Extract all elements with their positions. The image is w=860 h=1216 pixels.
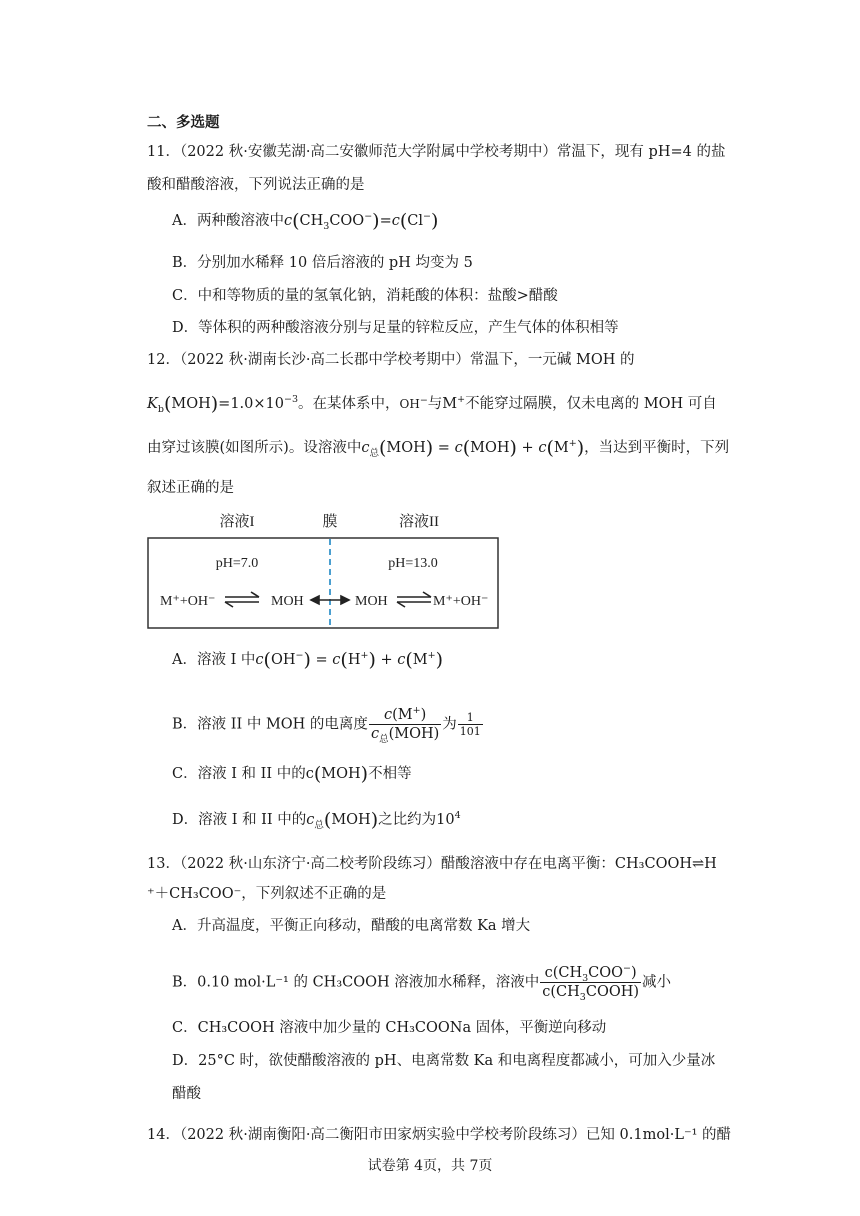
q12-option-a-text: A．溶液 I 中 <box>172 652 256 668</box>
q12-option-c: C．溶液 I 和 II 中的c(MOH)不相等 <box>172 763 412 785</box>
q12-stem-line4: 叙述正确的是 <box>147 480 234 496</box>
q13-option-b-tail: 减小 <box>642 974 672 991</box>
q12-stem-line2-b: 与 <box>427 396 443 412</box>
q11-option-b: B．分别加水稀释 10 倍后溶液的 pH 均变为 5 <box>172 255 473 271</box>
q12-stem-line2-c: 不能穿过隔膜，仅未电离的 MOH 可自 <box>465 396 717 412</box>
q12-option-c-text: C．溶液 I 和 II 中的 <box>172 766 306 782</box>
q12-option-d-text: D．溶液 I 和 II 中的 <box>172 812 307 828</box>
diagram-box <box>148 538 498 628</box>
q11-option-a: A．两种酸溶液中$c(CH_3COO^-)=c(Cl^-)$ <box>172 210 439 232</box>
section-title: 二、多选题 <box>147 114 220 131</box>
q12-option-b-text: B．溶液 II 中 MOH 的电离度 <box>172 716 368 733</box>
q12-option-d-tail: 之比约为 <box>378 812 437 828</box>
equilibrium-arrow-right <box>397 592 431 607</box>
q12-option-d: D．溶液 I 和 II 中的$c_总(MOH)$之比约为$10^4$ <box>172 809 461 831</box>
q13-stem-line1: 13．（2022 秋·山东济宁·高二校考阶段练习）醋酸溶液中存在电离平衡：CH₃COOH⇌H <box>147 856 717 872</box>
q12-stem-line2: $K_b(MOH)=1.0\times 10^{-3}$。在某体系中，OH−与M+不能穿过隔膜，仅未电离的 MOH 可自 <box>147 393 717 415</box>
diagram-left-ions: M⁺+OH⁻ <box>160 594 216 609</box>
q13-option-b <box>172 964 671 1001</box>
q12-stem-line2-a: 。在某体系中， <box>298 396 400 412</box>
q12-stem-line3: 由穿过该膜(如图所示)。设溶液中$c_总(MOH) = c(MOH) + c(M^+)$，当达到平衡时，下列 <box>147 437 730 459</box>
q13-option-a: A．升高温度，平衡正向移动，醋酸的电离常数 Ka 增大 <box>172 918 531 934</box>
q13-option-d-line1: D．25°C 时，欲使醋酸溶液的 pH、电离常数 Ka 和电离程度都减小，可加入少量冰 <box>172 1053 716 1069</box>
q13-option-b-text: B．0.10 mol·L⁻¹ 的 CH₃COOH 溶液加水稀释，溶液中 <box>172 974 540 991</box>
diagram-label-solution-2: 溶液II <box>399 514 439 530</box>
q12-stem-line3-a: 由穿过该膜(如图所示)。设溶液中 <box>147 440 362 456</box>
q12-stem-line1: 12．（2022 秋·湖南长沙·高二长郡中学校考期中）常温下，一元碱 MOH 的 <box>147 352 635 368</box>
q11-option-d: D．等体积的两种酸溶液分别与足量的锌粒反应，产生气体的体积相等 <box>172 320 619 336</box>
q11-option-a-text: A．两种酸溶液中 <box>172 213 284 229</box>
q13-option-d-line2: 醋酸 <box>172 1086 201 1102</box>
q11-stem-line2: 酸和醋酸溶液，下列说法正确的是 <box>147 177 365 193</box>
equilibrium-arrow-left <box>225 592 259 607</box>
q11-stem-line1: 11．（2022 秋·安徽芜湖·高二安徽师范大学附属中学校考期中）常温下，现有 pH=4 的盐 <box>147 144 726 160</box>
q11-option-c: C．中和等物质的量的氢氧化钠，消耗酸的体积：盐酸>醋酸 <box>172 288 558 304</box>
diagram-left-mol: MOH <box>271 594 304 609</box>
q12-option-b <box>172 706 484 743</box>
diagram-label-membrane: 膜 <box>322 514 338 530</box>
diagram-right-mol: MOH <box>355 594 388 609</box>
acetate-ratio-fraction: $\frac{c(CH_3COO^-)}{c(CH_3COOH)}$ <box>542 963 640 1003</box>
q13-option-c: C．CH₃COOH 溶液中加少量的 CH₃COONa 固体，平衡逆向移动 <box>172 1020 607 1036</box>
q12-option-c-tail: 不相等 <box>368 766 412 782</box>
q13-stem-line2: ⁺＋CH₃COO⁻，下列叙述不正确的是 <box>147 886 387 902</box>
diagram-ph-left: pH=7.0 <box>215 556 259 571</box>
q14-stem-line1: 14．（2022 秋·湖南衡阳·高二衡阳市田家炳实验中学校考阶段练习）已知 0.1mol·L⁻¹ 的醋 <box>147 1127 732 1143</box>
page-footer: 试卷第 4页，共 7页 <box>367 1158 493 1174</box>
q12-option-a: A．溶液 I 中c(OH−) = c(H+) + c(M+) <box>172 649 444 671</box>
diagram-right-ions: M⁺+OH⁻ <box>433 594 489 609</box>
one-over-101-fraction: $\frac{1}{101}$ <box>459 711 481 738</box>
q12-stem-line3-b: ，当达到平衡时，下列 <box>584 440 730 456</box>
membrane-diagram <box>147 510 499 632</box>
diagram-ph-right: pH=13.0 <box>388 556 438 571</box>
diagram-label-solution-1: 溶液I <box>219 514 255 530</box>
ionization-degree-fraction: $\frac{c(M^+)}{c_总(MOH)}$ <box>370 705 440 745</box>
q12-option-b-tail: 为 <box>442 716 457 733</box>
